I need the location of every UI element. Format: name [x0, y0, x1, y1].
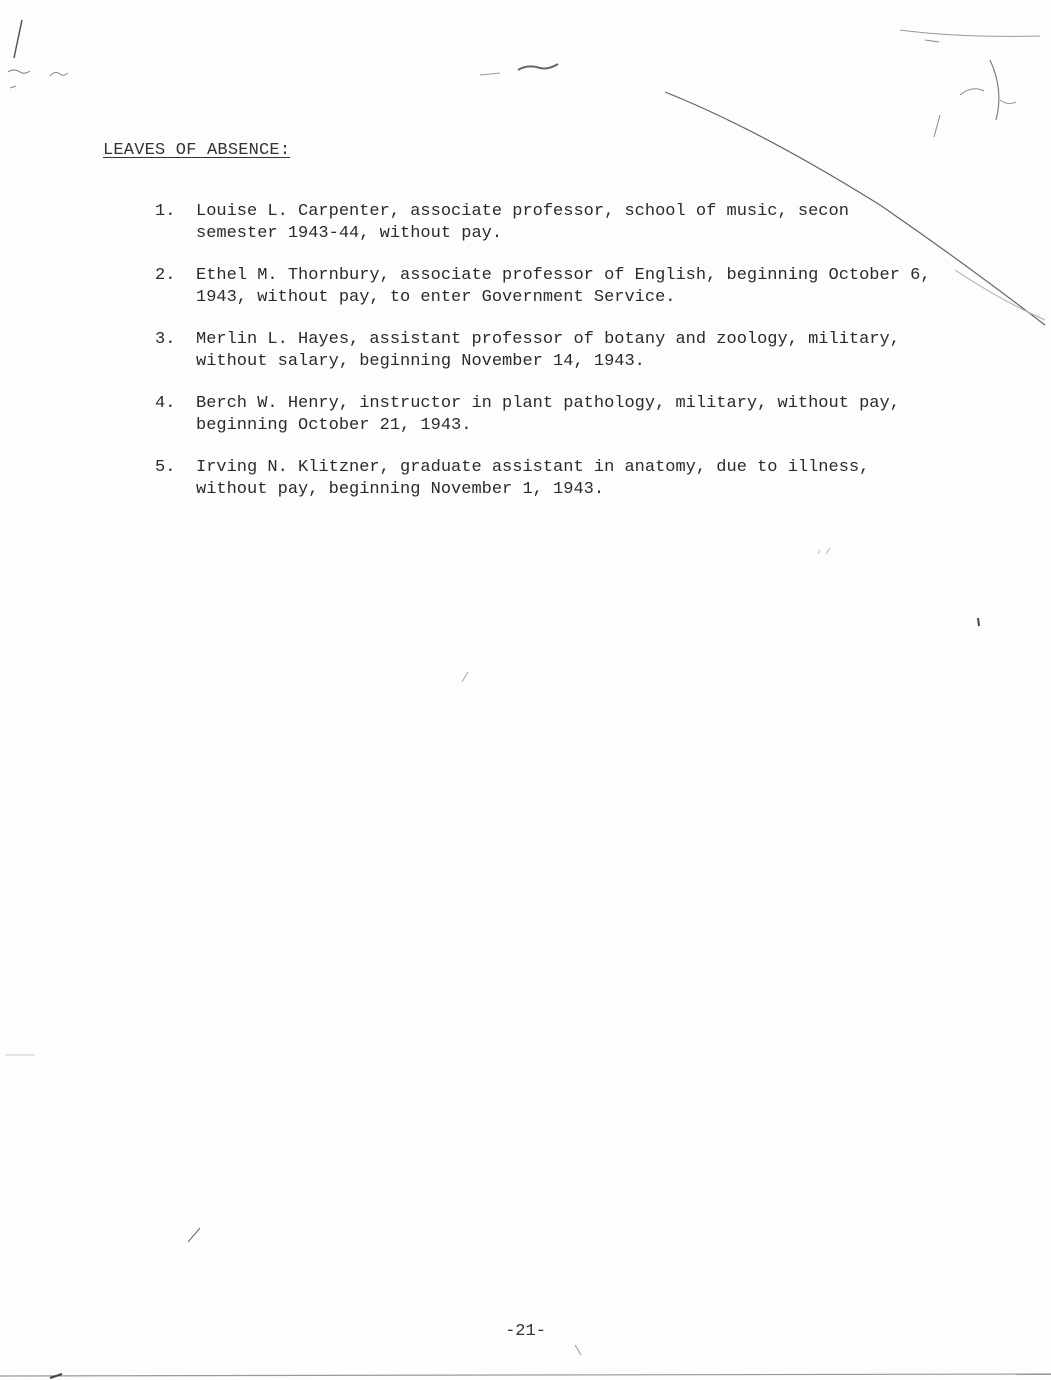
list-item [155, 457, 955, 501]
list-item [155, 201, 955, 245]
item-text: Louise L. Carpenter, associate professor, school of music, secon semester 1943-44, without pay. [196, 202, 849, 243]
item-number: 1. [155, 202, 176, 221]
item-number: 5. [155, 458, 176, 477]
item-number: 2. [155, 266, 176, 285]
item-text: Berch W. Henry, instructor in plant pathology, military, without pay, beginning October 21, 1943. [196, 394, 900, 435]
item-number: 3. [155, 330, 176, 349]
section-heading: LEAVES OF ABSENCE: [103, 141, 291, 160]
list-item [155, 393, 955, 437]
list-item [155, 329, 955, 373]
item-text: Irving N. Klitzner, graduate assistant in anatomy, due to illness, without pay, beginning November 1, 1943. [196, 458, 870, 499]
leave-list [155, 201, 955, 521]
item-text: Ethel M. Thornbury, associate professor of English, beginning October 6, 1943, without pay, to enter Government Service. [196, 266, 931, 307]
list-item [155, 265, 955, 309]
page-number: -21- [505, 1322, 546, 1341]
item-number: 4. [155, 394, 176, 413]
item-text: Merlin L. Hayes, assistant professor of botany and zoology, military, without salary, beginning November 14, 1943. [196, 330, 900, 371]
